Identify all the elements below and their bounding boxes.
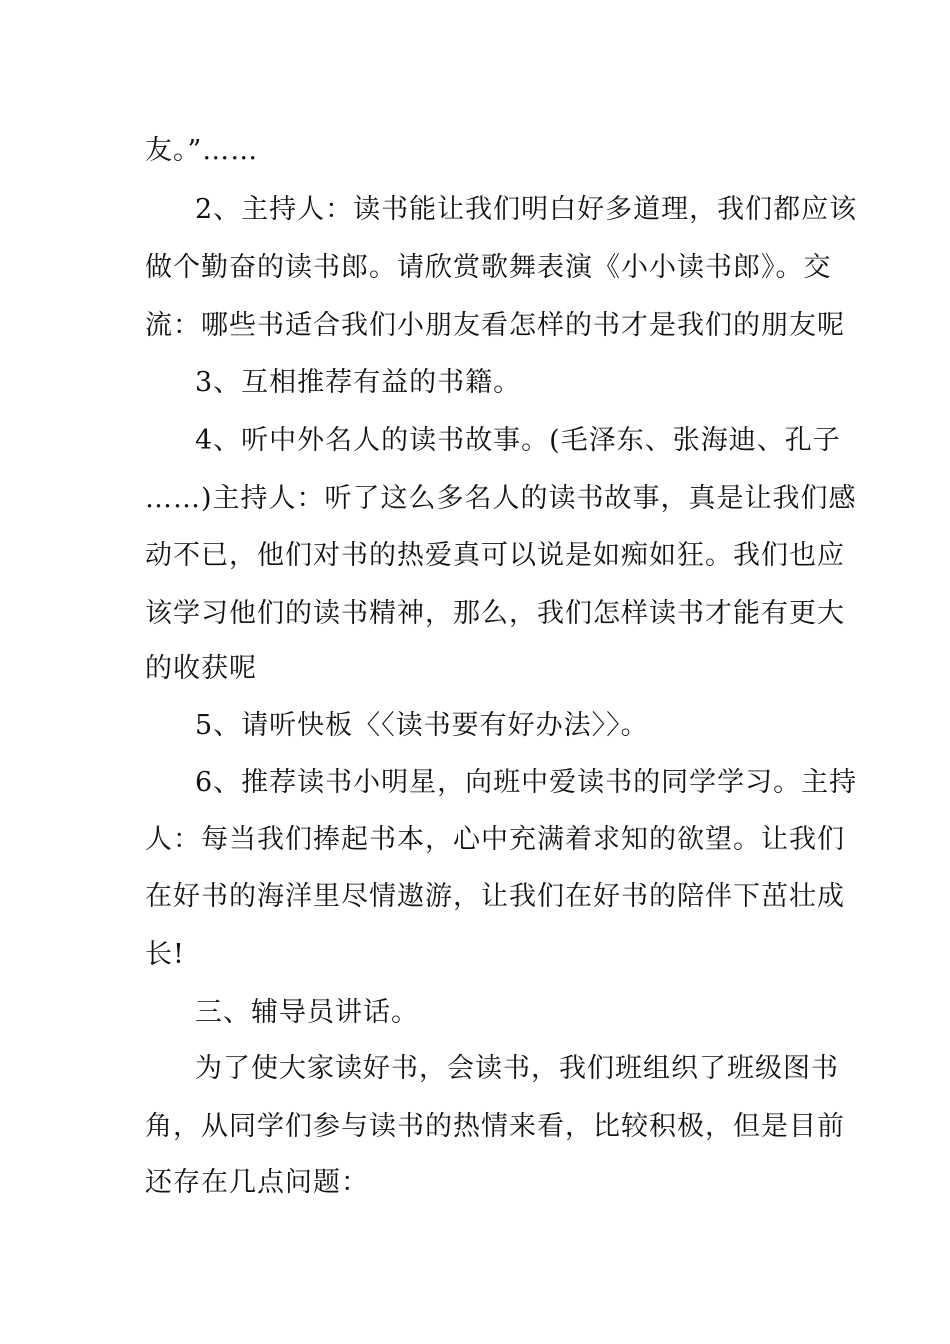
text-line: 流：哪些书适合我们小朋友看怎样的书才是我们的朋友呢	[145, 310, 845, 341]
text-line: 做个勤奋的读书郎。请欣赏歌舞表演《小小读书郎》。交	[145, 252, 832, 283]
text-line: 3、互相推荐有益的书籍。	[195, 367, 522, 398]
text-line: 角，从同学们参与读书的热情来看，比较积极，但是目前	[145, 1111, 845, 1142]
text-line: ……)主持人：听了这么多名人的读书故事，真是让我们感	[145, 483, 857, 514]
text-line: 6、推荐读书小明星，向班中爱读书的同学学习。主持	[195, 767, 858, 798]
text-line: 长!	[145, 939, 185, 970]
text-line: 在好书的海洋里尽情遨游，让我们在好书的陪伴下茁壮成	[145, 881, 845, 912]
text-line: 4、听中外名人的读书故事。(毛泽东、张海迪、孔子	[195, 425, 841, 456]
text-line: 的收获呢	[145, 653, 257, 684]
text-line: 该学习他们的读书精神，那么，我们怎样读书才能有更大	[145, 598, 845, 629]
text-line: 2、主持人：读书能让我们明白好多道理，我们都应该	[195, 194, 858, 225]
text-line: 5、请听快板〈〈读书要有好办法〉〉。	[195, 710, 649, 741]
text-line: 友。”……	[145, 135, 259, 166]
text-line: 为了使大家读好书，会读书，我们班组织了班级图书	[195, 1053, 839, 1084]
text-line: 人：每当我们捧起书本，心中充满着求知的欲望。让我们	[145, 824, 845, 855]
text-line: 三、辅导员讲话。	[195, 997, 419, 1028]
text-line: 还存在几点问题：	[145, 1167, 369, 1198]
text-line: 动不已，他们对书的热爱真可以说是如痴如狂。我们也应	[145, 540, 845, 571]
